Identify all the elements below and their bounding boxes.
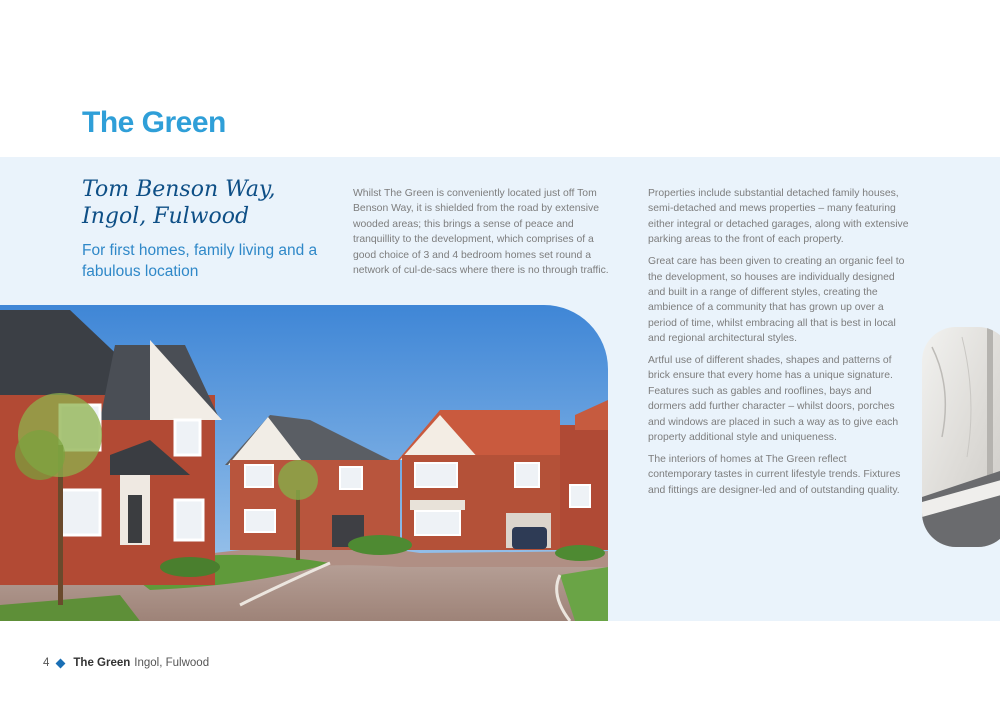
body-paragraph: Whilst The Green is conveniently located just off Tom Benson Way, it is shielded from the road by extensive wooded areas; this brings a sense of peace and tranquillity to the development, which comprises of a good choice of 3 and 4 bedroom homes set round a network of cul-de-sacs where there is no through traffic.: [353, 188, 609, 277]
body-paragraph: Properties include substantial detached family houses, semi-detached and mews properties – many featuring either integral or detached garages, along with extensive parking areas to the front of each property.: [648, 188, 909, 246]
footer-development-name: The Green: [73, 657, 131, 669]
location-script-heading: Tom Benson Way, Ingol, Fulwood: [82, 177, 276, 229]
body-paragraph: Great care has been given to creating an organic feel to the development, so houses are individually designed and built in a range of different styles, creating the ambience of a community that has grown up over a period of time, whilst embracing all that is best in local and regional architectural styles.: [648, 256, 905, 345]
tagline: For first homes, family living and a fabulous location: [82, 242, 318, 280]
interior-bathroom-photo: [922, 327, 1000, 547]
body-column-right: [648, 186, 910, 505]
page-title: The Green: [82, 106, 226, 139]
street-houses-photo: [0, 305, 608, 621]
body-paragraph: Artful use of different shades, shapes and patterns of brick ensure that every home has a unique signature. Features such as gables and rooflines, bays and dormers add further character – whilst doors, porches and windows are placed in such a way as to give each property additional style and uniqueness.: [648, 355, 899, 444]
body-paragraph: The interiors of homes at The Green reflect contemporary tastes in current lifestyle trends. Fixtures and fittings are designer-led and of outstanding quality.: [648, 454, 901, 496]
footer-location: Ingol, Fulwood: [134, 657, 210, 669]
diamond-icon: [56, 658, 66, 668]
body-column-left: [353, 186, 615, 285]
page-footer: [43, 657, 209, 669]
page-number: 4: [43, 657, 50, 669]
